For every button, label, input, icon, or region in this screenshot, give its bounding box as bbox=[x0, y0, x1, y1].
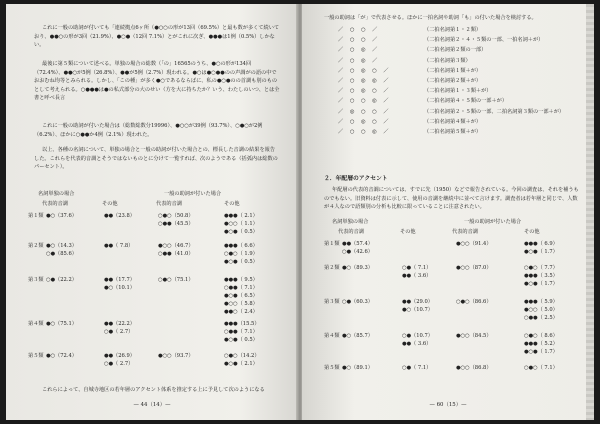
row-label: 第１類 bbox=[324, 241, 340, 247]
cell-other: ○●○（ 7.1） bbox=[524, 365, 558, 371]
list-item: ／ ○ ◎ ／ （二拍名詞第２類の一部） bbox=[338, 47, 487, 54]
table-group-header: 名詞単独の場合 bbox=[332, 219, 369, 225]
right-page bbox=[302, 4, 594, 420]
left-page bbox=[6, 4, 298, 420]
accent-pattern-list bbox=[338, 26, 578, 138]
right-intro-line: 一般の助詞は「が」で代表させる。ほかに一拍名詞や助詞「も」の付いた場合を検討する。 bbox=[324, 15, 537, 21]
row-label: 第４類 bbox=[28, 321, 44, 327]
cell-other: ○●（ 7.1） ●●（ 3.6） bbox=[402, 265, 432, 279]
row-label: 第５類 bbox=[28, 353, 44, 359]
cell-other: ●●（ 7.8） bbox=[104, 243, 134, 249]
cell-other: ○●○（ 8.6） ●●●（ 5.2） ●○●（ 1.7） bbox=[524, 333, 558, 355]
section-heading: ２．年配層のアクセント bbox=[324, 176, 388, 182]
cell-other: ●●（26.9） ○●（ 2.7） bbox=[104, 353, 135, 367]
cell-other: ●●●（15.5） ○●●（ 7.1） ●○●（ 0.5） bbox=[224, 321, 260, 343]
row-label: 第５類 bbox=[324, 365, 340, 371]
table-column-header: その他 bbox=[224, 201, 240, 207]
right-section-paragraph: 年配層の代表的音調については、すでに先（1950）などで報告されている。今回の調査は、それを補うものでもない。旧資料は付表に示して、使用の音調を継続中に並べて言けます。調査者は若年層と同じで、人数が４人なので語類別の分析も比較に限っていることに注意されたい。 bbox=[324, 187, 579, 211]
page-edge bbox=[586, 4, 594, 420]
table-column-header: 代表的音調 bbox=[156, 201, 182, 207]
cell-other: ●●（17.7） ●○（10.1） bbox=[104, 277, 135, 291]
row-label: 第２類 bbox=[324, 265, 340, 271]
table-group-header: 一般の助詞が付いた場合 bbox=[164, 191, 222, 197]
left-paragraph-1: これに一般の助詞が付いても「連続拠点6ヶ所（●○○の形が13回（69.5%）と最も数が多くて続いており、●●○の形が3回（21.9%）、●○●（12回 7.1%）とがこれに次ぎ、●●●は1例（0.5%）しかない。 bbox=[34, 25, 280, 49]
left-paragraph-4: 以上、各種の名詞について、単独の場合と一般の助詞が付いた場合との、標長した音調の結果を報告した。これらを代表的音調とそうではないものとに分けて一覧すれば、次のようである（括弧内は総数のパーセント）。 bbox=[34, 147, 278, 171]
left-paragraph-2: 最後に第５類について述べる。単独の場合の総数（「の」16565のうち、●○の形が134回（72.4%）、●●○が5例（26.8%）、●●が5例（2.7%）現われる。●○は●○●●のの声調がの語の中でおおむね均等とみられる。しかし、「この種」が多く●○であるならばに、私の●○●のの首調も別のものとして考えられる。○●●●は●の私式部分の大のせい（方を大に持ちたか？いう、わたしのいつ、とは全書と呼べ長言 bbox=[34, 61, 280, 102]
cell-representative: ●○○（84.5） bbox=[456, 333, 492, 339]
list-item: ／ ○ ○ ◎ ／ （二拍名詞第４・５類の一部＋が） bbox=[338, 98, 508, 105]
cell-representative: ●○（72.4） bbox=[46, 353, 77, 359]
cell-representative: ○●○（75.1） bbox=[158, 277, 194, 283]
cell-representative: ●○○（93.7） bbox=[158, 353, 194, 359]
page-number-right: — 60（15）— bbox=[429, 402, 467, 409]
list-item: ／ ○ ◎ ○ ／ （二拍名詞第１類＋が） bbox=[338, 67, 482, 74]
cell-other: ○●○（14.2） ●○●（ 2.1） bbox=[224, 353, 260, 367]
list-item: ／ ○ ◎ ／ （二拍名詞第３類） bbox=[338, 57, 471, 64]
left-accent-table bbox=[28, 190, 284, 380]
cell-representative: ○●（60.3） bbox=[342, 299, 373, 305]
cell-other: ○●○（ 7.7） ●●●（ 3.5） ●○●（ 1.7） bbox=[524, 265, 558, 287]
cell-representative: ●○（89.1） bbox=[342, 365, 373, 371]
list-item: ／ ○ ○ ◎ ／ （二拍名詞第５類＋が） bbox=[338, 128, 482, 135]
cell-representative: ●○○（46.7） ○●●（41.0） bbox=[158, 243, 194, 257]
cell-representative: ●●（57.4） ○●（42.6） bbox=[342, 241, 373, 255]
list-item: ／ ○ ○ ／ （二拍名詞第１・２類） bbox=[338, 27, 482, 33]
cell-representative: ●○（37.6） bbox=[46, 213, 77, 219]
list-item: ／ ○ ◎ ○ ／ （二拍名詞第４類＋が） bbox=[338, 118, 482, 125]
cell-representative: ●○（85.7） bbox=[342, 333, 373, 339]
cell-other: ●●●（ 5.9） ●○○（ 5.0） ○●●（ 2.5） bbox=[524, 299, 558, 321]
left-closing-line: これらによって、自城寺地区の若年層のアクセント体系を推定する上に予見して次のようになる bbox=[42, 387, 265, 393]
row-label: 第４類 bbox=[324, 333, 340, 339]
cell-other: ○●（ 7.1） bbox=[402, 365, 432, 371]
list-item: ／ ○ ◎ ○ ／ （二拍名詞第１・３類＋が） bbox=[338, 88, 492, 95]
cell-other: ●●（22.2） ○●（ 2.7） bbox=[104, 321, 135, 335]
row-label: 第３類 bbox=[324, 299, 340, 305]
list-item: ／ ○ ○ ／ （二拍名詞第２・４・５類の一部、一拍名詞＋が） bbox=[338, 37, 544, 44]
book-spread bbox=[6, 4, 594, 420]
cell-other: ●●●（ 9.5） ○●●（ 7.1） ●○●（ 6.5） ●○○（ 5.8） ●●○（ 2.4） bbox=[224, 277, 258, 315]
row-label: 第３類 bbox=[28, 277, 44, 283]
list-item: ／ ◎ ○ ○ ／ （二拍名詞第２・５類の一部、二拍名詞第３類の一部＋が） bbox=[338, 108, 565, 115]
table-column-header: 代表的音調 bbox=[452, 229, 478, 235]
table-column-header: その他 bbox=[102, 201, 118, 207]
table-column-header: その他 bbox=[524, 229, 540, 235]
cell-other: ●●（23.8） bbox=[104, 213, 135, 219]
cell-representative: ○●○（50.8） ○●●（45.5） bbox=[158, 213, 194, 227]
left-paragraph-3: これに一般の助詞が付いた場合は（総数総数分19996）、●○○が39例（93.7%）、○●○が2例（6.2%）、ほかに○●●か4例（2.1%）現われた。 bbox=[34, 123, 263, 138]
cell-other: ●●（29.0） ●○（10.7） bbox=[402, 299, 433, 313]
cell-representative: ●○○（86.8） bbox=[456, 365, 492, 371]
table-group-header: 一般の助詞が付いた場合 bbox=[464, 219, 522, 225]
cell-other: ●●●（ 2.1） ●○○（ 1.1） ●○●（ 0.5） bbox=[224, 213, 258, 235]
cell-representative: ●○○（91.4） bbox=[456, 241, 492, 247]
cell-other: ●●●（ 6.9） ●○●（ 1.7） bbox=[524, 241, 558, 255]
cell-representative: ●○○（87.0） bbox=[456, 265, 492, 271]
right-accent-table bbox=[324, 218, 580, 388]
cell-representative: ●○（14.3） ○●（85.6） bbox=[46, 243, 77, 257]
cell-other: ○●（10.7） ●●（ 3.6） bbox=[402, 333, 433, 347]
list-item: ／ ○ ◎ ◎ ／ （二拍名詞第２類＋が） bbox=[338, 77, 482, 84]
row-label: 第２類 bbox=[28, 243, 44, 249]
table-group-header: 名詞単独の場合 bbox=[38, 191, 75, 197]
table-column-header: 代表的音調 bbox=[338, 229, 364, 235]
cell-representative: ○●○（86.6） bbox=[456, 299, 492, 305]
table-column-header: 代表的音調 bbox=[42, 201, 68, 207]
page-number-left: — 44（14）— bbox=[133, 402, 171, 409]
cell-other: ●●●（ 6.6） ○●○（ 1.9） ●○●（ 0.5） bbox=[224, 243, 258, 265]
cell-representative: ○●（22.2） bbox=[46, 277, 77, 283]
cell-representative: ●○（89.3） bbox=[342, 265, 373, 271]
cell-representative: ●○（75.1） bbox=[46, 321, 77, 327]
table-column-header: その他 bbox=[400, 229, 416, 235]
row-label: 第１類 bbox=[28, 213, 44, 219]
